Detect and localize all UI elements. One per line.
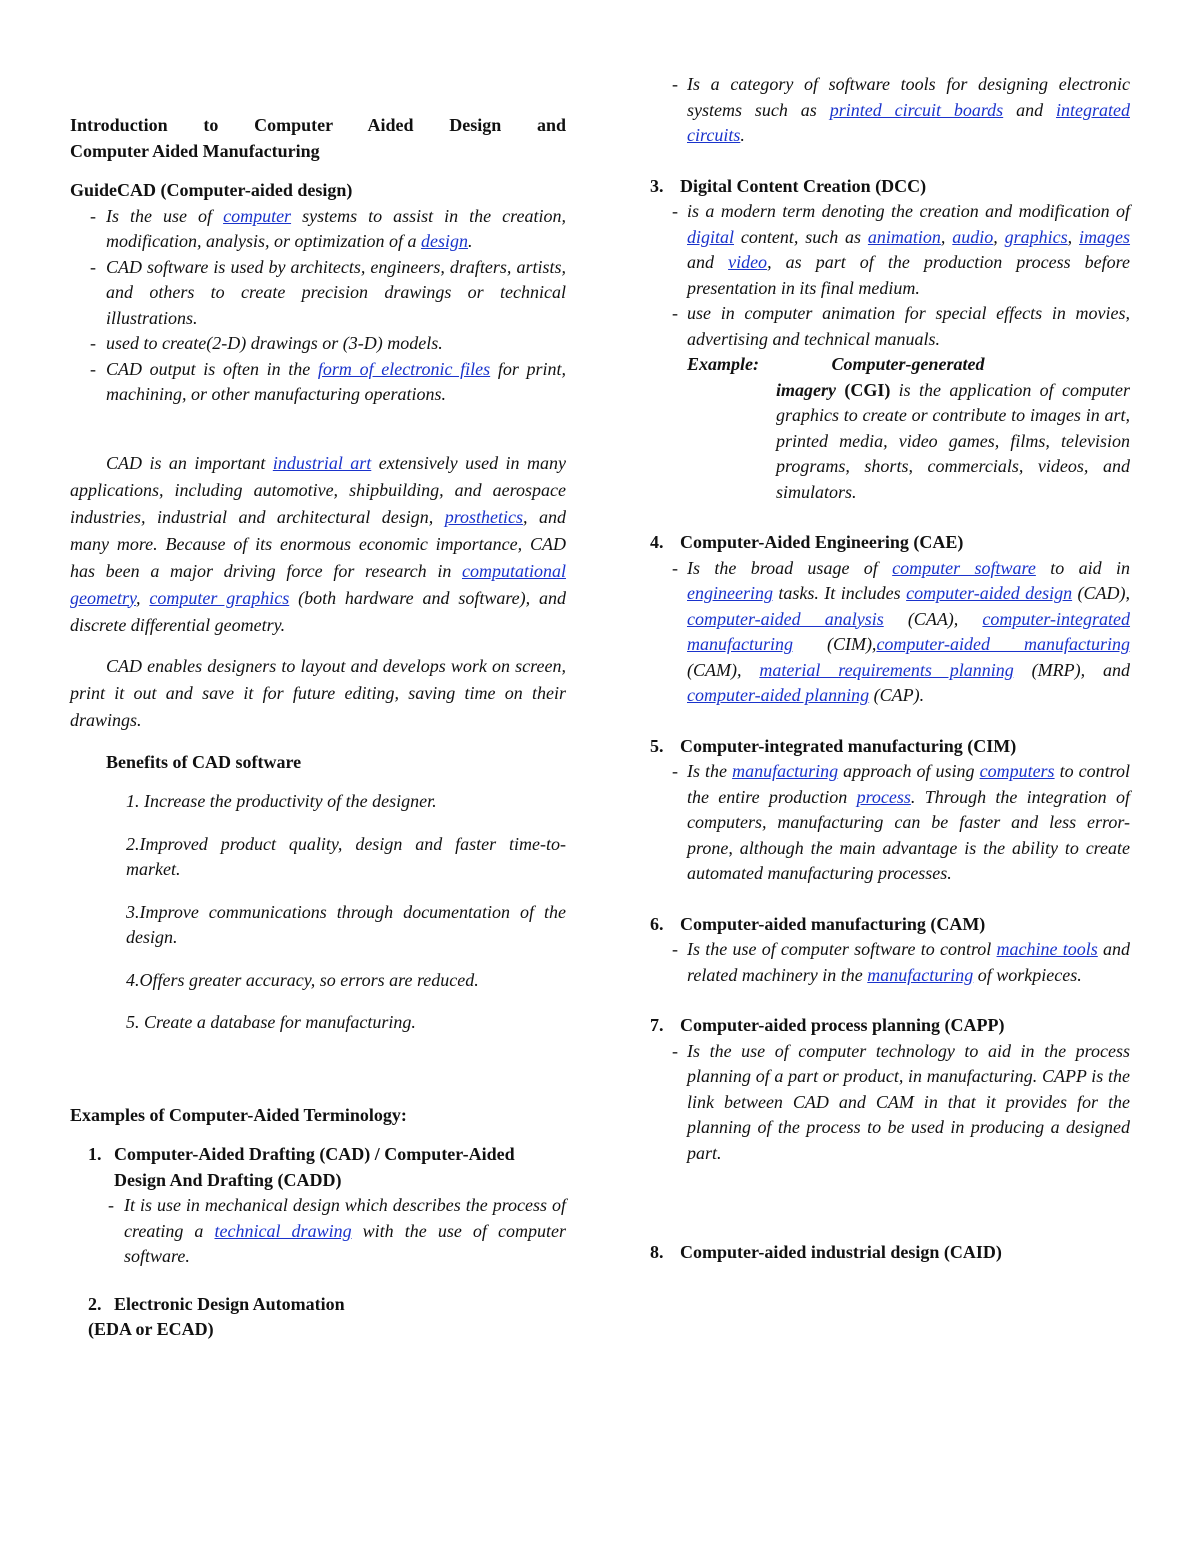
term-3-list	[650, 199, 1130, 352]
link-form-of-electronic-files[interactable]: form of electronic files	[317, 358, 491, 379]
link-computer-aided-manufacturing[interactable]: computer-aided manufacturing	[876, 634, 1130, 654]
list-item: - CAD software is used by architects, engineers, drafters, artists, and others to create precision drawings or technical illustrations.	[70, 255, 566, 332]
link-prosthetics[interactable]: prosthetics	[444, 506, 524, 527]
link-computer-aided-planning[interactable]: computer-aided planning	[687, 685, 870, 705]
term-8-title: 8. Computer-aided industrial design (CAID)	[650, 1242, 1002, 1262]
link-computer-integrated-manufacturing[interactable]: computer-integrated manufacturing	[687, 608, 1131, 654]
right-column	[650, 72, 1130, 1266]
link-integrated-circuits[interactable]: integrated circuits	[687, 99, 1130, 145]
link-process[interactable]: process	[856, 786, 911, 807]
paragraph-cad-importance: CAD is an important industrial art extensively used in many applications, including automotive, shipbuilding, and aerospace industries, industrial and architectural design, prosthetics, and many more. Because of its enormous economic importance, CAD has been a major driving force for research in computational geometry, computer graphics (both hardware and software), and discrete differential geometry.	[70, 452, 567, 635]
list-item: 2.Improved product quality, design and faster time-to-market.	[126, 833, 566, 879]
list-item: 3.Improve communications through documentation of the design.	[126, 901, 566, 947]
link-computer-graphics[interactable]: computer graphics	[149, 587, 290, 608]
link-graphics[interactable]: graphics	[1004, 226, 1068, 247]
link-computer-aided-analysis[interactable]: computer-aided analysis	[687, 608, 884, 629]
list-item: - CAD output is often in the form of electronic files for print, machining, or other manufacturing operations.	[70, 357, 566, 408]
list-item: - use in computer animation for special effects in movies, advertising and technical manuals.	[650, 301, 1130, 352]
list-item: 4.Offers greater accuracy, so errors are reduced.	[126, 969, 479, 990]
term-3-title: 3. Digital Content Creation (DCC)	[650, 175, 927, 196]
term-5-title: 5. Computer-integrated manufacturing (CIM)	[650, 735, 1017, 756]
term-7-list	[650, 1039, 1130, 1167]
list-item: - Is the use of computer systems to assist in the creation, modification, analysis, or optimization of a design.	[70, 204, 566, 255]
term-2-list	[650, 72, 1130, 149]
list-item: - It is use in mechanical design which describes the process of creating a technical drawing with the use of computer software.	[88, 1193, 566, 1270]
term-4-list	[650, 556, 1130, 709]
link-printed-circuit-boards[interactable]: printed circuit boards	[829, 99, 1004, 120]
document-title: Introduction to Computer Aided Design and	[70, 115, 566, 135]
link-engineering[interactable]: engineering	[687, 583, 773, 603]
examples-heading: Examples of Computer-Aided Terminology:	[70, 1104, 407, 1125]
list-item: - Is the broad usage of computer software to aid in engineering tasks. It includes computer-aided design (CAD), computer-aided analysis (CAA), computer-integrated manufacturing (CIM),computer-aided manufacturing (CAM), material requirements planning (MRP), and computer-aided planning (CAP).	[650, 556, 1130, 709]
term-6-list	[650, 937, 1130, 988]
list-item: - Is the use of computer software to control machine tools and related machinery in the manufacturing of workpieces.	[650, 937, 1130, 988]
link-video[interactable]: video	[728, 252, 768, 272]
list-item: - is a modern term denoting the creation and modification of digital content, such as animation, audio, graphics, images and video, as part of the production process before presentation in its final medium.	[650, 199, 1130, 301]
benefits-heading: Benefits of CAD software	[106, 751, 302, 772]
term-5-list	[650, 759, 1130, 887]
link-machine-tools[interactable]: machine tools	[996, 939, 1098, 959]
paragraph-cad-enables: CAD enables designers to layout and develops work on screen, print it out and save it for future editing, saving time on their drawings.	[70, 655, 566, 730]
example-term-first: Computer-generated	[831, 354, 985, 374]
link-technical-drawing[interactable]: technical drawing	[214, 1220, 352, 1241]
link-animation[interactable]: animation	[867, 226, 941, 247]
link-industrial-art[interactable]: industrial art	[272, 452, 372, 473]
link-computers[interactable]: computers	[979, 761, 1055, 781]
link-computer-aided-design[interactable]: computer-aided design	[906, 583, 1073, 603]
list-item: - Is the manufacturing approach of using computers to control the entire production process. Through the integration of computers, manufacturing can be faster and less error-prone, although the main advantage is the ability to create automated manufacturing processes.	[650, 759, 1130, 887]
link-design[interactable]: design	[421, 231, 469, 251]
term-1-list	[70, 1193, 566, 1270]
term-6-title: 6. Computer-aided manufacturing (CAM)	[650, 913, 986, 934]
list-item: 1. Increase the productivity of the designer.	[126, 791, 437, 811]
example-body: imagery (CGI) is the application of computer graphics to create or contribute to images in art, printed media, video games, films, television programs, shorts, commercials, videos, and simulators.	[776, 379, 1130, 502]
example-block	[650, 352, 1130, 378]
term-4-title: 4. Computer-Aided Engineering (CAE)	[650, 532, 964, 552]
link-manufacturing[interactable]: manufacturing	[732, 761, 839, 781]
link-manufacturing-2[interactable]: manufacturing	[867, 964, 974, 985]
link-computer-software[interactable]: computer software	[892, 557, 1036, 578]
example-label: Example:	[687, 354, 759, 374]
term-1-title: 1. Computer-Aided Drafting (CAD) / Computer-Aided Design And Drafting (CADD)	[88, 1144, 515, 1190]
link-images[interactable]: images	[1079, 226, 1131, 247]
link-computer[interactable]: computer	[223, 205, 292, 226]
guidecad-list	[70, 204, 566, 408]
term-2-title-line2: (EDA or ECAD)	[88, 1319, 214, 1339]
document-title-line2: Computer Aided Manufacturing	[70, 140, 320, 161]
link-audio[interactable]: audio	[952, 226, 994, 247]
link-material-requirements-planning[interactable]: material requirements planning	[759, 659, 1014, 680]
list-item: 5. Create a database for manufacturing.	[126, 1012, 416, 1032]
list-item: - Is the use of computer technology to aid in the process planning of a part or product, in manufacturing. CAPP is the link between CAD and CAM in that it provides for the planning of the process to be used in producing a designed part.	[650, 1039, 1130, 1167]
list-item: - Is a category of software tools for designing electronic systems such as printed circuit boards and integrated circuits.	[650, 72, 1130, 149]
benefits-list	[70, 789, 566, 1036]
link-computational-geometry[interactable]: computational geometry	[70, 560, 566, 608]
term-7-title: 7. Computer-aided process planning (CAPP)	[650, 1015, 1005, 1035]
term-2-title: 2. Electronic Design Automation	[88, 1293, 345, 1314]
link-digital[interactable]: digital	[687, 226, 735, 247]
guidecad-heading: GuideCAD (Computer-aided design)	[70, 180, 353, 200]
left-column	[70, 113, 566, 1343]
list-item: - used to create(2-D) drawings or (3-D) models.	[70, 331, 566, 357]
